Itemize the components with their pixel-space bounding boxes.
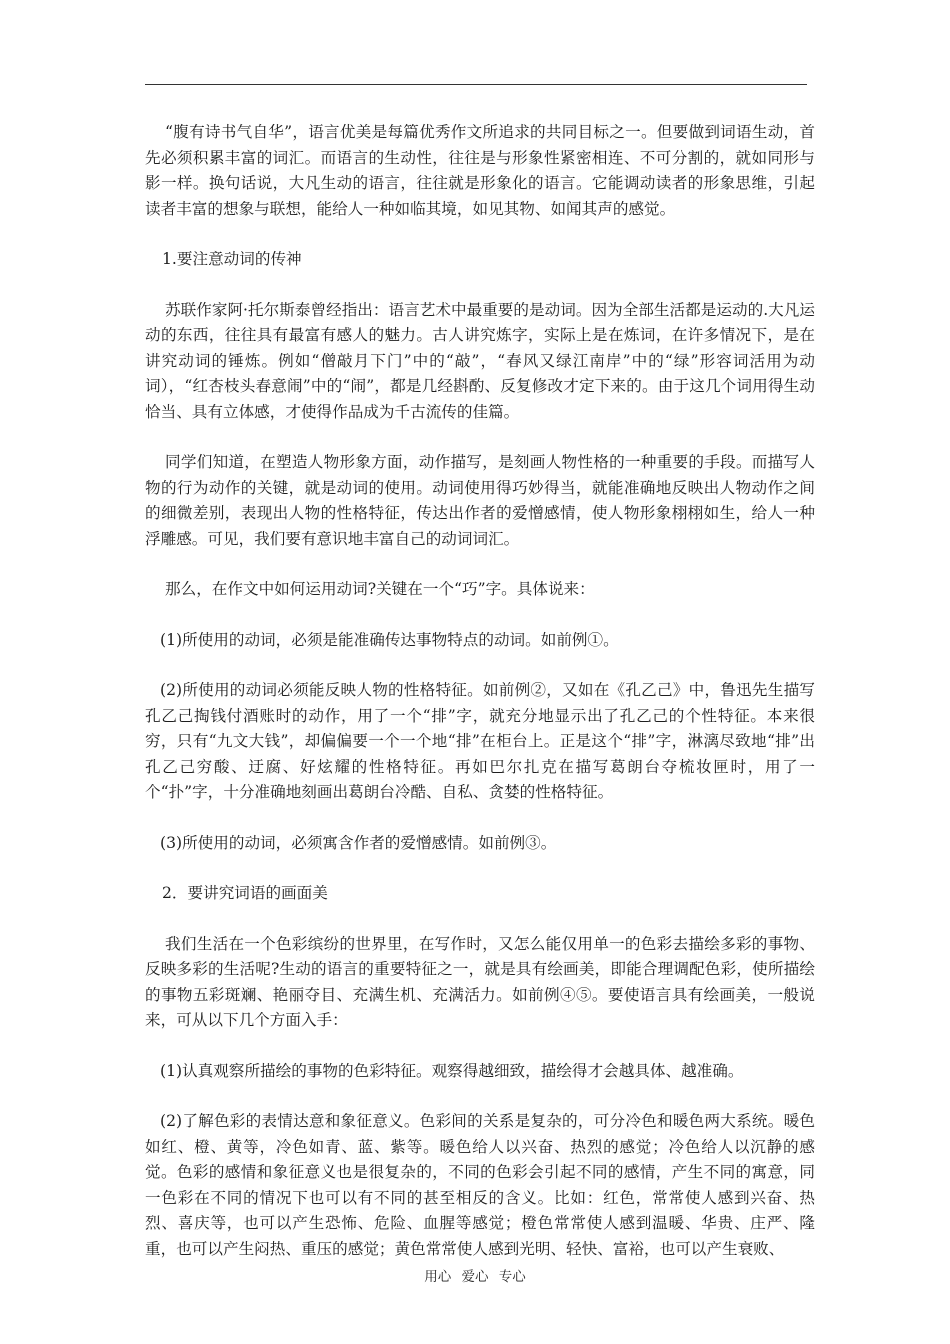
paragraph-tolstoy: 苏联作家阿·托尔斯泰曾经指出：语言艺术中最重要的是动词。因为全部生活都是运动的.大凡运动的东西，往往具有最富有感人的魅力。古人讲究炼字，实际上是在炼词，在许多情况下，是在讲究动词的锤炼。例如“僧敲月下门”中的“敲”，“春风又绿江南岸”中的“绿”形容词活用为动词），“红杏枝头春意闹”中的“闹”，都是几经斟酌、反复修改才定下来的。由于这几个词用得生动恰当、具有立体感，才使得作品成为千古流传的佳篇。 [145,300,815,421]
list-item-2: (2)所使用的动词必须能反映人物的性格特征。如前例②，又如在《孔乙己》中，鲁迅先生描写孔乙己掏钱付酒账时的动作，用了一个“排”字，就充分地显示出了孔乙己的个性特征。本来很穷，只有“九文大钱”，却偏偏要一个一个地“排”在柜台上。正是这个“排”字，淋漓尽致地“排”出孔乙己穷酸、迂腐、好炫耀的性格特征。再如巴尔扎克在描写葛朗台夺梳妆匣时，用了一个“扑”字，十分准确地刻画出葛朗台冷酷、自私、贪婪的性格特征。 [145,681,815,801]
paragraph-color-world: 我们生活在一个色彩缤纷的世界里，在写作时，又怎么能仅用单一的色彩去描绘多彩的事物、反映多彩的生活呢?生动的语言的重要特征之一，就是具有绘画美，即能合理调配色彩，使所描绘的事物五彩斑斓、艳丽夺目、充满生机、充满活力。如前例④⑤。要使语言具有绘画美，一般说来，可从以下几个方面入手： [145,934,815,1029]
list-item-observe: (1)认真观察所描绘的事物的色彩特征。观察得越细致，描绘得才会越具体、越准确。 [160,1061,744,1080]
page-footer: 用心 爱心 专心 [424,1269,526,1285]
paragraph-how-to: 那么，在作文中如何运用动词?关键在一个“巧”字。具体说来： [165,580,595,598]
paragraph-intro: “腹有诗书气自华”，语言优美是每篇优秀作文所追求的共同目标之一。但要做到词语生动，首先必须积累丰富的词汇。而语言的生动性，往往是与形象性紧密相连、不可分割的，就如同形与影一样。换句话说，大凡生动的语言，往往就是形象化的语言。它能调动读者的形象思维，引起读者丰富的想象与联想，能给人一种如临其境，如见其物、如闻其声的感觉。 [145,123,815,218]
list-item-3: (3)所使用的动词，必须寓含作者的爱憎感情。如前例③。 [160,833,557,852]
section-heading-imagery: 2．要讲究词语的画面美 [162,884,328,902]
document-body [145,120,815,1287]
list-item-1: (1)所使用的动词，必须是能准确传达事物特点的动词。如前例①。 [160,630,619,649]
section-heading-verbs: 1.要注意动词的传神 [162,250,302,268]
header-divider [145,84,807,85]
paragraph-character: 同学们知道，在塑造人物形象方面，动作描写，是刻画人物性格的一种重要的手段。而描写人物的行为动作的关键，就是动词的使用。动词使用得巧妙得当，就能准确地反映出人物动作之间的细微差别，表现出人物的性格特征，传达出作者的爱憎感情，使人物形象栩栩如生，给人一种浮雕感。可见，我们要有意识地丰富自己的动词词汇。 [145,453,815,548]
list-item-color-meaning: (2)了解色彩的表情达意和象征意义。色彩间的关系是复杂的，可分冷色和暖色两大系统。暖色如红、橙、黄等，冷色如青、蓝、紫等。暖色给人以兴奋、热烈的感觉；冷色给人以沉静的感觉。色彩的感情和象征意义也是很复杂的，不同的色彩会引起不同的感情，产生不同的寓意，同一色彩在不同的情况下也可以有不同的甚至相反的含义。比如：红色，常常使人感到兴奋、热烈、喜庆等，也可以产生恐怖、危险、血腥等感觉；橙色常常使人感到温暖、华贵、庄严、隆重，也可以产生闷热、重压的感觉；黄色常常使人感到光明、轻快、富裕，也可以产生衰败、 [145,1112,815,1258]
